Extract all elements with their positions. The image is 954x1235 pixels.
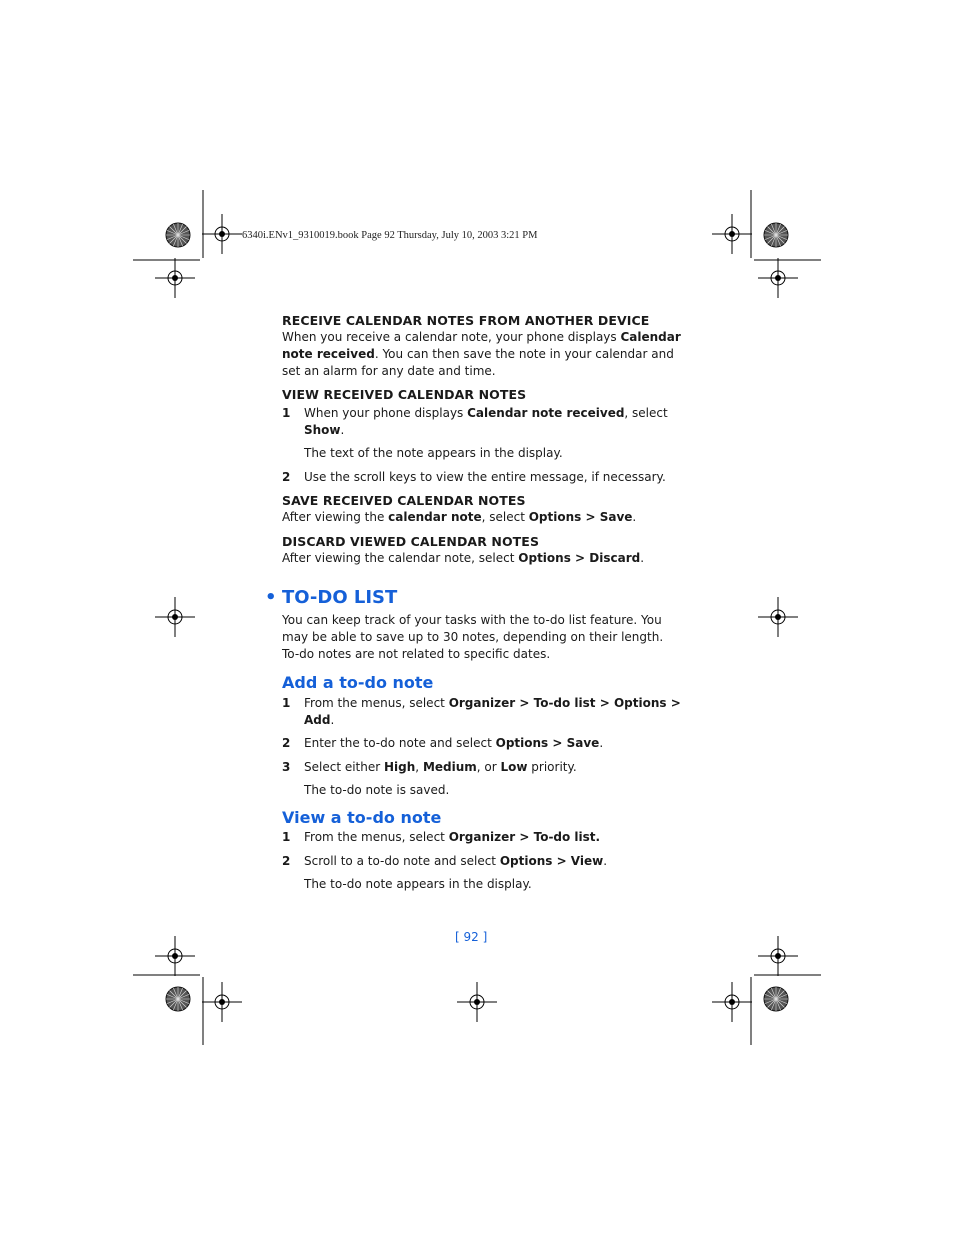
receive-heading: RECEIVE CALENDAR NOTES FROM ANOTHER DEVICE bbox=[282, 313, 650, 328]
view-note: The to-do note appears in the display. bbox=[304, 877, 532, 891]
view-todo-heading: View a to-do note bbox=[282, 808, 442, 827]
add-step-3: 3 Select either High, Medium, or Low priority. bbox=[282, 760, 577, 774]
view-received-step-1: 1 When your phone displays Calendar note received, select Show. bbox=[282, 406, 668, 437]
view-step-1: 1 From the menus, select Organizer > To-do list. bbox=[282, 830, 601, 844]
save-received-heading: SAVE RECEIVED CALENDAR NOTES bbox=[282, 493, 526, 508]
file-header: 6340i.ENv1_9310019.book Page 92 Thursday, July 10, 2003 3:21 PM bbox=[242, 230, 538, 241]
save-received-paragraph: After viewing the calendar note, select Options > Save. bbox=[282, 510, 637, 524]
view-received-step-2: 2 Use the scroll keys to view the entire message, if necessary. bbox=[282, 470, 666, 484]
discard-heading: DISCARD VIEWED CALENDAR NOTES bbox=[282, 534, 540, 549]
page-content bbox=[265, 312, 682, 893]
receive-paragraph: When you receive a calendar note, your phone displays Calendar note received. You can then save the note in your calendar and set an alarm for any date and time. bbox=[282, 330, 681, 378]
add-step-1: 1 From the menus, select Organizer > To-do list > Options > Add. bbox=[282, 696, 681, 727]
add-note: The to-do note is saved. bbox=[304, 783, 450, 797]
view-step-2: 2 Scroll to a to-do note and select Options > View. bbox=[282, 854, 608, 868]
page-number: [ 92 ] bbox=[455, 930, 488, 944]
todo-intro: You can keep track of your tasks with the to-do list feature. You may be able to save up to 30 notes, depending on their length. To-do notes are not related to specific dates. bbox=[282, 613, 664, 661]
discard-paragraph: After viewing the calendar note, select Options > Discard. bbox=[282, 551, 645, 565]
view-received-heading: VIEW RECEIVED CALENDAR NOTES bbox=[282, 387, 527, 402]
add-todo-heading: Add a to-do note bbox=[282, 673, 434, 692]
todo-bullet: • bbox=[265, 587, 277, 608]
todo-title: • TO-DO LIST bbox=[265, 587, 398, 608]
add-step-2: 2 Enter the to-do note and select Options > Save. bbox=[282, 736, 604, 750]
view-received-note: The text of the note appears in the display. bbox=[304, 446, 563, 460]
